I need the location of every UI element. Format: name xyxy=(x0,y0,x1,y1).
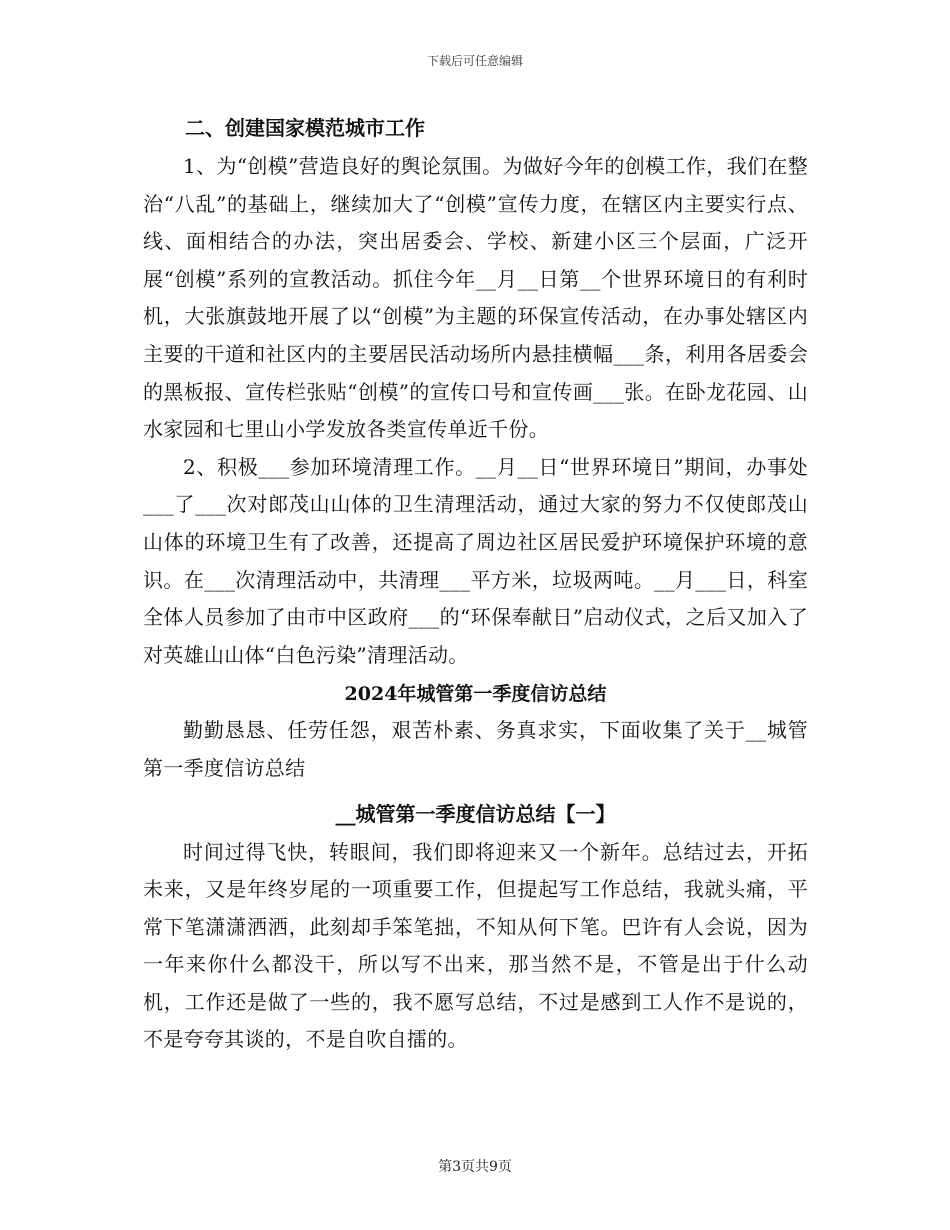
document-subtitle: __城管第一季度信访总结【一】 xyxy=(335,801,616,826)
document-intro: 勤勤恳恳、任劳任怨，艰苦朴素、务真求实，下面收集了关于__城管第一季度信访总结 xyxy=(143,718,808,780)
header-note: 下载后可任意编辑 xyxy=(426,54,523,68)
page-indicator: 第3页共9页 xyxy=(438,1159,512,1175)
section-heading: 二、创建国家模范城市工作 xyxy=(185,116,425,140)
section-paragraph-2: 2、积极___参加环境清理工作。__月__日“世界环境日”期间，办事处___了___次对郎茂山山体的卫生清理活动，通过大家的努力不仅使郎茂山山体的环境卫生有了改善，还提高了周边社区居民爱护环境保护环境的意识。在___次清理活动中，共清理___平方米，垃圾两吨。__月___日，科室全体人员参加了由市中区政府___的“环保奉献日”启动仪式，之后又加入了对英雄山山体“白色污染”清理活动。 xyxy=(143,454,808,667)
document-body: 时间过得飞快，转眼间，我们即将迎来又一个新年。总结过去，开拓未来，又是年终岁尾的一项重要工作，但提起写工作总结，我就头痛，平常下笔潇潇洒洒，此刻却手笨笔拙，不知从何下笔。巴许有人会说，因为一年来你什么都没干，所以写不出来，那当然不是，不管是出于什么动机，工作还是做了一些的，我不愿写总结，不过是感到工人作不是说的，不是夸夸其谈的，不是自吹自擂的。 xyxy=(143,839,808,1052)
document-title: 2024年城管第一季度信访总结 xyxy=(344,683,607,706)
section-paragraph-1: 1、为“创模”营造良好的舆论氛围。为做好今年的创模工作，我们在整治“八乱”的基础上，继续加大了“创模”宣传力度，在辖区内主要实行点、线、面相结合的办法，突出居委会、学校、新建小区三个层面，广泛开展“创模”系列的宣教活动。抓住今年__月__日第__个世界环境日的有利时机，大张旗鼓地开展了以“创模”为主题的环保宣传活动，在办事处辖区内主要的干道和社区内的主要居民活动场所内悬挂横幅___条，利用各居委会的黑板报、宣传栏张贴“创模”的宣传口号和宣传画___张。在卧龙花园、山水家园和七里山小学发放各类宣传单近千份。 xyxy=(143,154,808,442)
page-content xyxy=(143,108,808,1059)
